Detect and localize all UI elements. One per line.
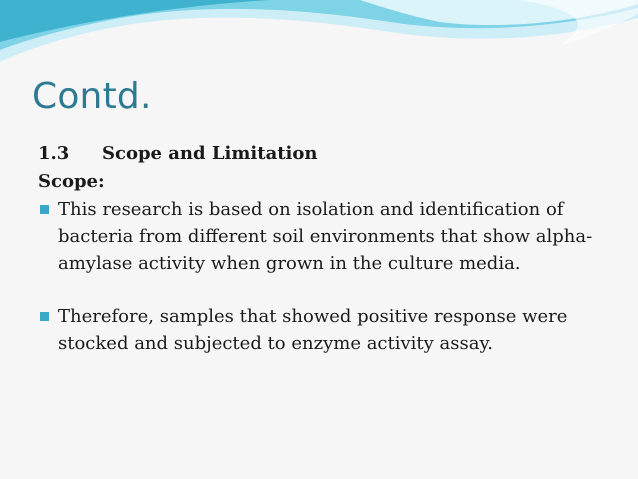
bullet-text: This research is based on isolation and identification of bacteria from different soil environments that show alpha-amylase activity when grown in the culture media. (58, 199, 593, 274)
slide-content (38, 140, 623, 357)
square-bullet-icon (40, 205, 49, 214)
slide-title: Contd. (32, 76, 152, 117)
bullet-item (38, 196, 623, 277)
bullet-item (38, 303, 623, 357)
section-title: Scope and Limitation (102, 143, 318, 164)
bullet-list (38, 196, 623, 357)
bullet-text: Therefore, samples that showed positive response were stocked and subjected to enzyme activity assay. (58, 306, 568, 354)
scope-label: Scope: (38, 171, 105, 192)
section-heading (38, 140, 623, 168)
header-wave-decoration (0, 0, 638, 80)
section-number: 1.3 (38, 143, 70, 164)
square-bullet-icon (40, 312, 49, 321)
